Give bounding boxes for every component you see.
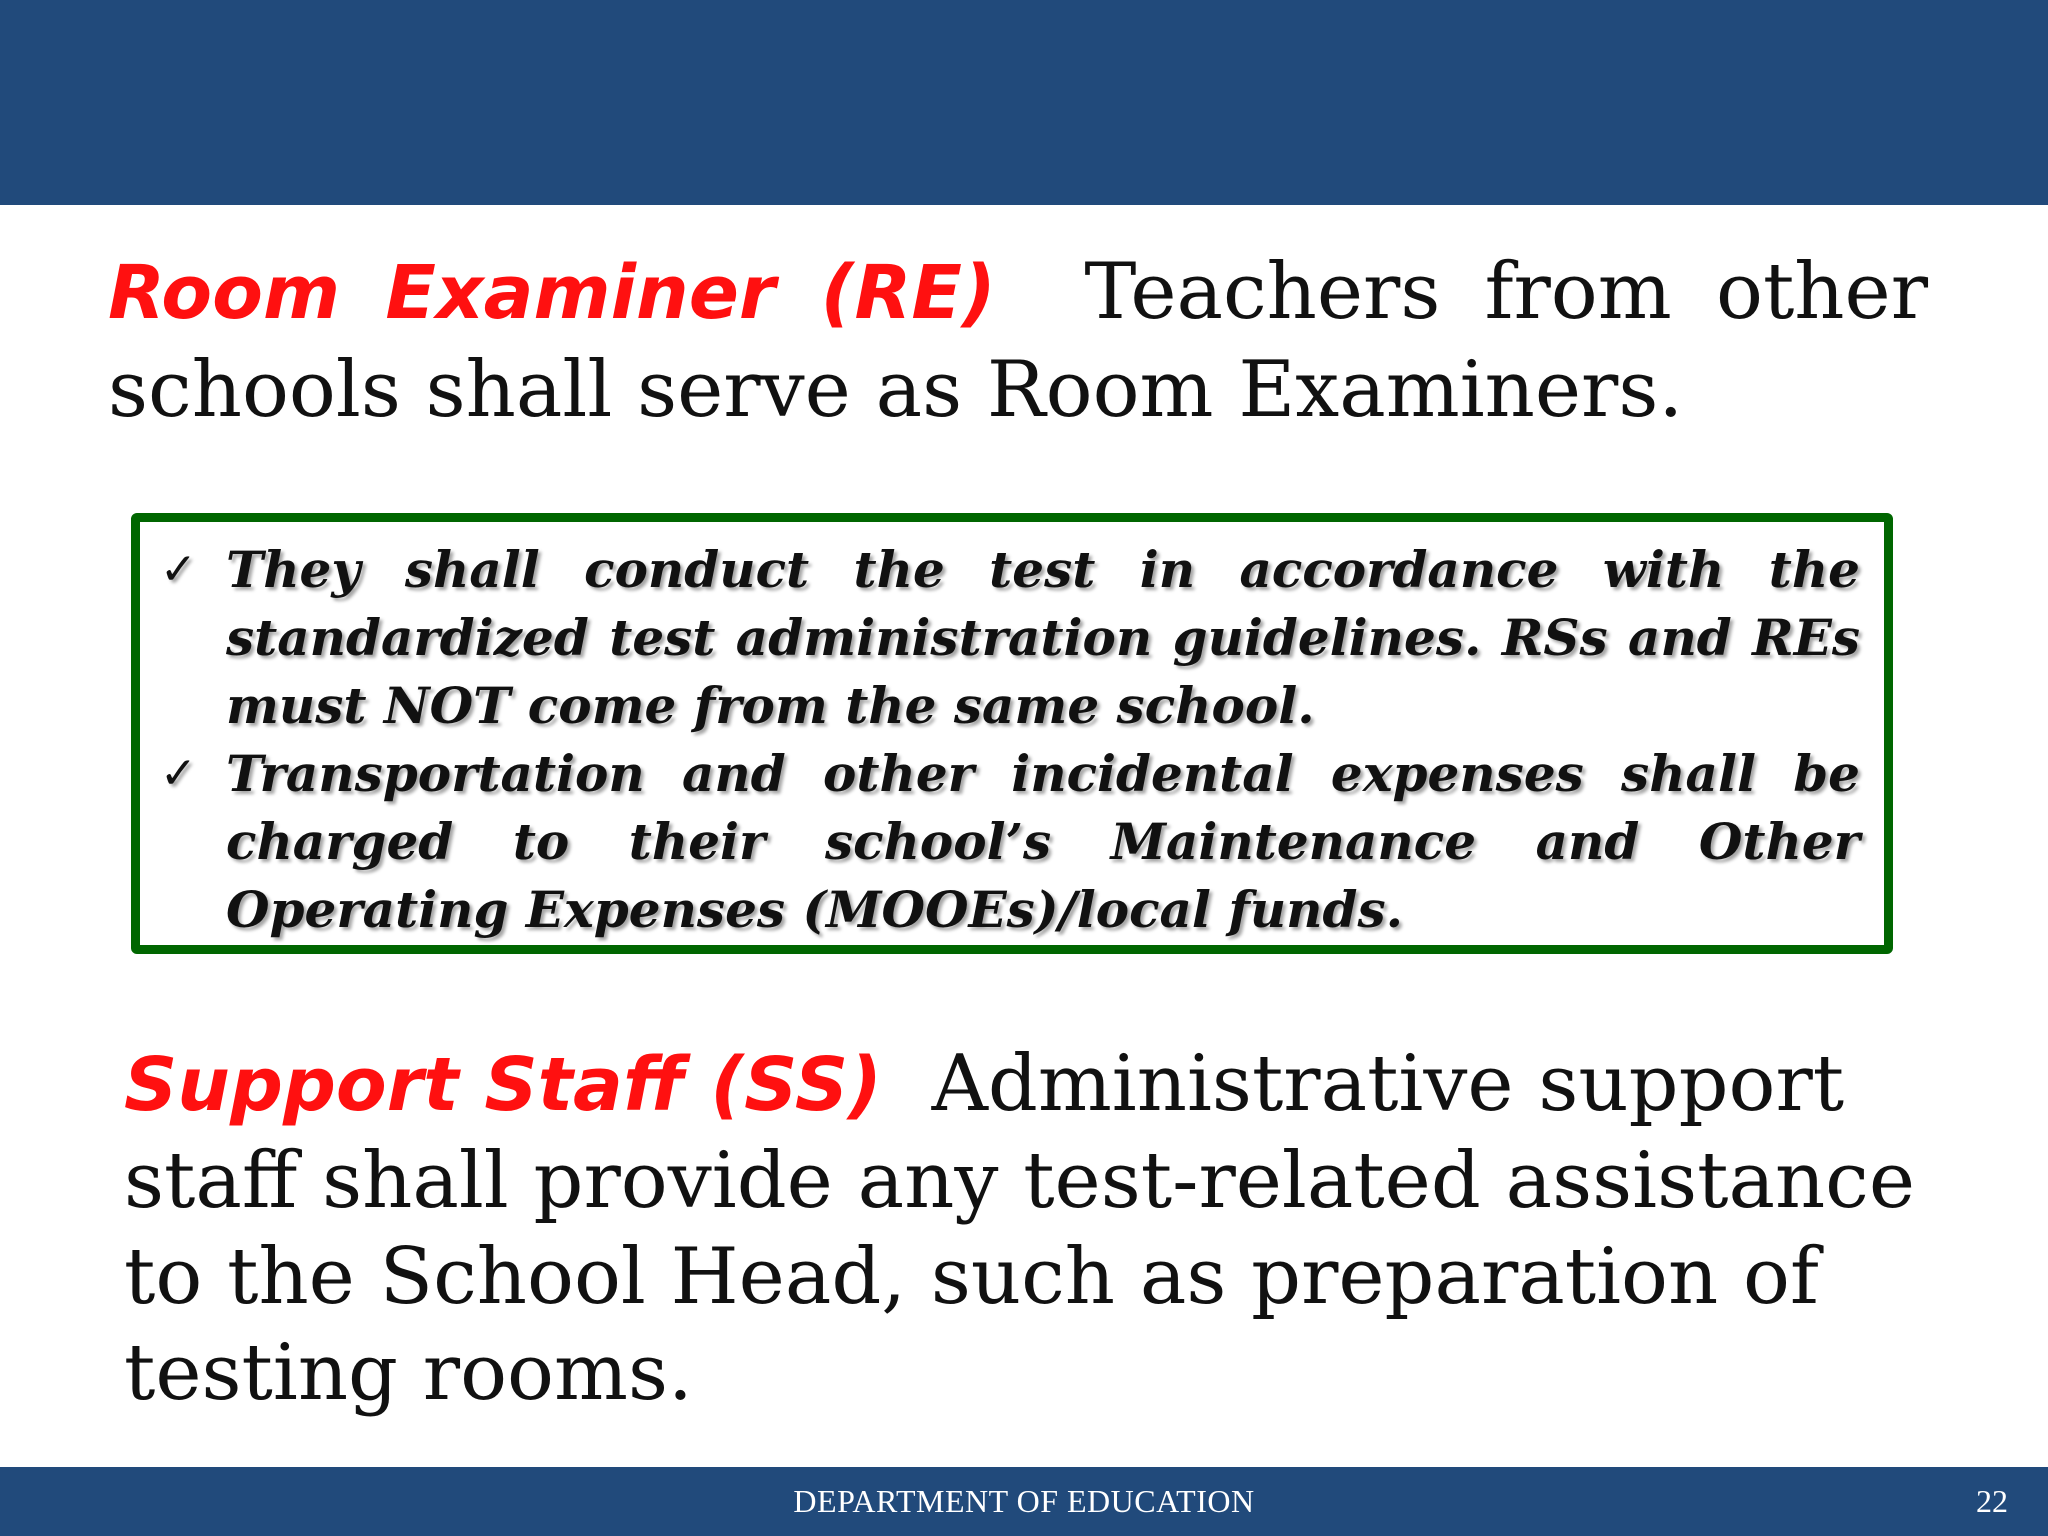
guideline-item xyxy=(160,536,1860,740)
support-staff-term: Support Staff (SS) xyxy=(124,1042,882,1128)
footer-organization: DEPARTMENT OF EDUCATION xyxy=(793,1483,1255,1519)
guideline-item xyxy=(160,740,1860,944)
room-examiner-term: Room Examiner (RE) xyxy=(108,250,996,336)
guidelines-list xyxy=(160,536,1860,944)
page-number: 22 xyxy=(1976,1483,2008,1519)
check-icon: ✓ xyxy=(160,544,197,595)
guideline-text: Transportation and other incidental expenses shall be charged to their school’s Maintenance and Other Operating Expenses (MOOEs)/local funds. xyxy=(226,744,1860,939)
room-examiner-description: Teachers from other schools shall serve as Room Examiners. xyxy=(108,247,1928,435)
support-staff-paragraph xyxy=(124,1036,1944,1421)
header-band xyxy=(0,0,2048,205)
room-examiner-paragraph xyxy=(108,244,1928,439)
support-staff-description: Administrative support staff shall provide any test-related assistance to the School Head, such as preparation of testing rooms. xyxy=(124,1039,1916,1418)
guideline-text: They shall conduct the test in accordance with the standardized test administration guidelines. RSs and REs must NOT come from the same school. xyxy=(226,540,1860,735)
check-icon: ✓ xyxy=(160,748,197,799)
guidelines-box xyxy=(131,513,1893,954)
